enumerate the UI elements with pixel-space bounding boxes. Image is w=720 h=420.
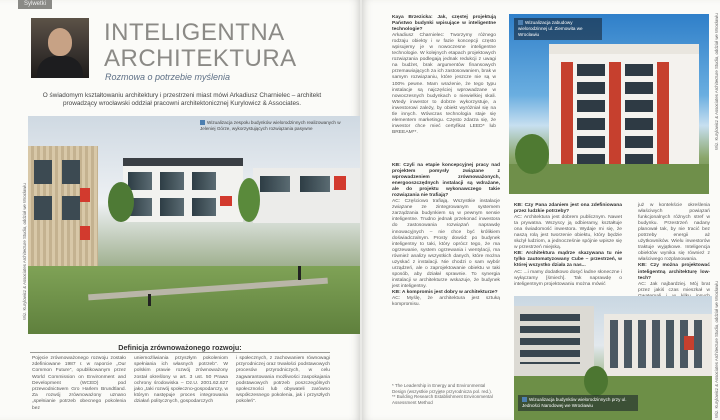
bottom-image-credit: Wiz. Kurylowicz & Associates Architecture Studio, oddział we Wrocławiu <box>714 281 719 418</box>
answer: AC: Częściowo trafiają. Wszystkie instalacje związane ze zintegrowanym systemem zarządzania budynkiem są w pewnym sensie inteligentne. Trudno jednak przekonać inwestora do zastosowania rozwiązań naprawdę innowacyjnych – nie chce być królikiem doświadczalnym. Prosty dowód: po budynek inteligentny to taki, który oprócz tego, że ma ogrzewanie, system ogrzewania i wentylacji, ma również analizy wszystkich danych, które można uzyskać z instalacji. Nie chodzi o sam wybór urządzeń, ale o zaprojektowanie obiektu w taki sposób, aby działał sprawnie. To synergia instalacji w architekturze wskazuje, że budynek jest inteligentny. <box>392 199 500 289</box>
question: KB: Czyli na etapie koncepcyjnej pracy nad projektem pomysły związane z wprowadzeniem zrównoważonych, energooszczędnych instalacji są wdrażane, ale do projektu wykonawczego takie rozwiązania nie trafiają? <box>392 163 500 199</box>
right-page <box>362 0 720 420</box>
caption-marker-icon <box>200 120 205 125</box>
section-tab: Sylwetki <box>18 0 52 9</box>
answer: AC: Jak najbardziej. Mój brat przez jakiś czas mieszkał w <box>638 281 710 293</box>
interview-column <box>514 203 622 288</box>
author-portrait <box>31 18 89 78</box>
answer: już w kontekście określenia właściwych powiązań funkcjonalnych różnych stref w budynku. Przestrzeń nadany planował tak, by nie tracić bez potrzeby energii aż użytkowników. Wielu inwestorów traktuje wyjątkowe. Inteligencja obiektów wynika się również z właściwego rozplanowania. <box>638 203 710 263</box>
article-title: INTELIGENTNA ARCHITEKTURA <box>104 19 297 72</box>
article-subtitle: Rozmowa o potrzebie myślenia <box>105 72 231 82</box>
question: KB: Architektura mądrze skazywana tu nie tylko zautomatyzowany Cube – przestrzeń, w której wszystko działa za nas... <box>514 251 622 269</box>
answer: AC: Architektura jest dobrem publicznym. Nawet ta prywatna. Wszyscy ją odbieramy, kształtuje ona świadomość inwestora. Wydaje mi się, że naszą rolą jest tworzenie obiektu, który będzie służył ludziom, a jednocześnie spójnie wpisze się w przestrzeń miejską. <box>514 215 622 251</box>
article-lead: O świadomym kształtowaniu architektury i przestrzeni miast mówi Arkadiusz Charnielec – architekt prowadzący wrocławski oddział pracowni architektonicznej Kurylowicz & Associates. <box>42 92 322 107</box>
building-visualization-top <box>509 14 709 194</box>
top-image-caption: Wizualizacja zabudowy wielorodzinnej ul. Ziemowita we Wrocławiu <box>514 18 602 40</box>
top-image-credit: Wiz. Kurylowicz & Associates Architecture Studio, oddział we Wrocławiu <box>714 13 719 150</box>
footnotes: * The Leadership in Energy and Environmental Design (wszystkie przyjęte przyrodnicza pol. red.). ** Building Research Establishment Environmental Assessment Method <box>392 383 493 405</box>
answer: AC: ...i mamy dodatkowo dosyć ładne słoneczne i wyłączamy [śmiech]. Tak naprawdę o inteligentnym projektowaniu można mówić <box>514 269 622 287</box>
definition-text <box>32 356 330 412</box>
caption-marker-icon <box>518 20 523 25</box>
definition-column: i społecznych, z zachowaniem równowagi przyrodniczej oraz trwałości podstawowych procesów przyrodniczych, w celu zagwarantowania możliwości zaspokajania podstawowych potrzeb poszczególnych społeczności lub obywateli zarówno współczesnego pokolenia, jak i przyszłych pokoleń”. <box>236 356 330 405</box>
caption-marker-icon <box>522 397 527 402</box>
answer: AC: Myślę, że architektura jest sztuką kompromisu. <box>392 296 500 308</box>
hero-credit: Wiz. Kurylowicz & Associates Architecture Studio, oddział we Wrocławiu <box>22 183 27 320</box>
definition-column: uniemożliwiania przyszłym pokoleniom spełniania ich własnych potrzeb”. W polskim prawie rozwój zrównoważony został określony w art. 3 ust. 50 Prawa ochrony środowiska – Dz.U. 2001.62.627 jako „taki rozwój społeczno-gospodarczy, w którym następuje proces integrowania działań politycznych, gospodarczych <box>134 356 228 405</box>
hero-visualization-image <box>28 116 360 334</box>
bottom-image-caption: Wizualizacja budynków wielorodzinnych przy ul. Jedności Narodowej we Wrocławiu <box>518 395 638 411</box>
question: KB: Czy można projektować inteligentną architekturę low-tech? <box>638 263 710 281</box>
question: Kaya Brzezicka: Jak, częstej projektują Państwo budynki wpisujące w inteligentne technologie? <box>392 15 496 33</box>
interview-column <box>392 15 496 136</box>
definition-column: Pojęcie zrównoważonego rozwoju zostało zdefiniowane 1987 r. w raporcie „Our Common Future”, opublikowanym przez World Commission on Environment and Development (WCED) pod przewodnictwem Gro Harlem Brundtland. Za rozwój zrównoważony uznano „spełnianie potrzeb obecnego pokolenia bez <box>32 356 126 411</box>
question: KB: Czy Pana zdaniem jest ona zdefiniowana przez ludzkie potrzeby? <box>514 203 622 215</box>
divider <box>30 352 330 353</box>
question: KB: A kompromis jest dobry w architekturze? <box>392 289 498 295</box>
definition-title: Definicja zrównoważonego rozwoju: <box>118 343 242 352</box>
answer: Arkadiusz Charnielec: Tworzymy różnego rodzaju obiekty i w fazie koncepcji często wpisujemy je w nowoczesne inteligentne technologie. W kolejnych etapach projektowych rozwiązania podlegają jednak redukcji z uwagi na budżet, brak argumentów finansowych przemawiających za ich zastosowaniem, brak w samym rozwiązaniu, które jeszcze nie są w 100% pewne. Mam wrażenie, że tego typu instalacje są najczęściej wprowadzane w nowoczesnych budynkach o niewielkiej skali. Wtedy inwestor to dobrze wykorzystuje, a inwestorowi zależy, by obiekt wyróżniał się na tle innych. Wówczas technologia staje się elementem marketingu. Często zdarza się, że inwestor chce mieć certyfikat LEED* lub BREEAM**. <box>392 33 496 135</box>
hero-caption: Wizualizacja zespołu budynków wielorodzinnych realizowanych w Jeleniej Górze, wykorzystujących rozwiązania pasywne <box>200 120 341 131</box>
interview-column <box>392 163 500 308</box>
